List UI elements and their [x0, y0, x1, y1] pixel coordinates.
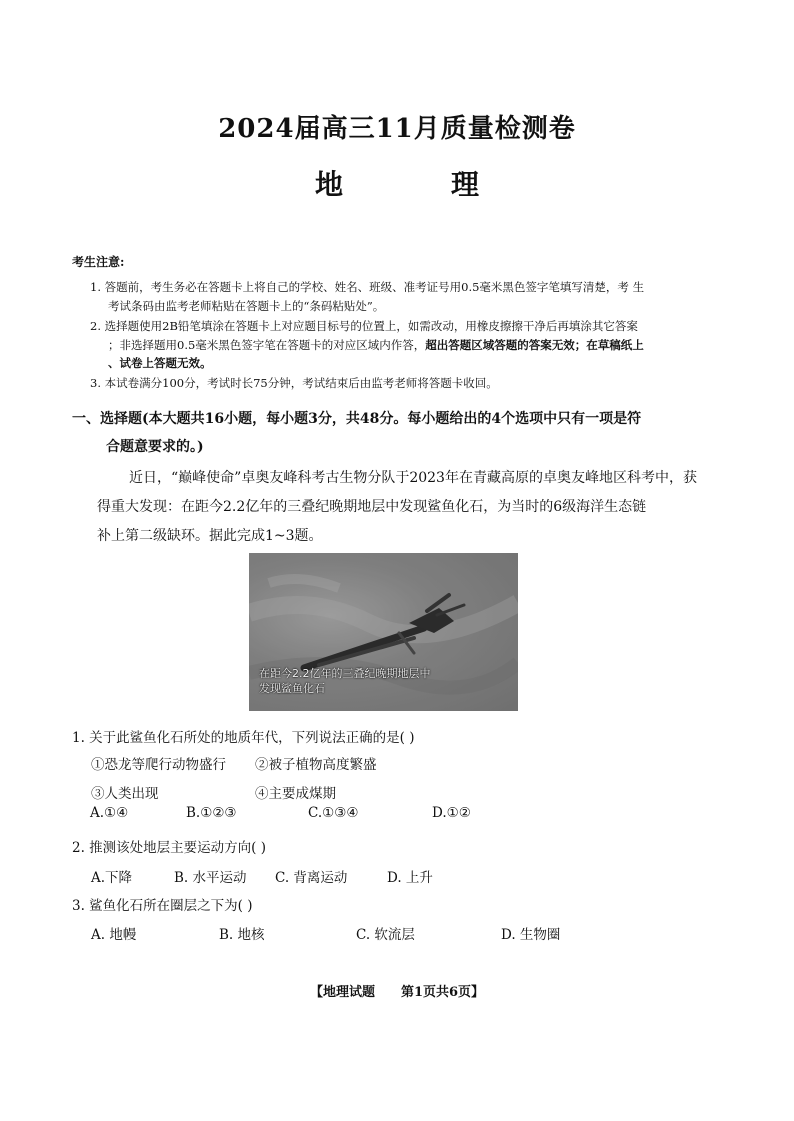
- notice-item-1: 1. 答题前，考生务必在答题卡上将自己的学校、姓名、班级、准考证号用0.5毫米黑色签字笔填写清楚，考 生: [90, 280, 645, 294]
- notice-item-3: 3. 本试卷满分100分，考试时长75分钟，考试结束后由监考老师将答题卡收回。: [90, 376, 498, 390]
- notice-item-2-end: 、试卷上答题无效。: [108, 356, 212, 370]
- notice-item-2-emphasis: 超出答题区域答题的答案无效；在草稿纸上: [425, 338, 644, 352]
- notice-item-2-text: ；非选择题用0.5毫米黑色签字笔在答题卡的对应区域内作答，: [108, 338, 426, 352]
- question-2-option-d: D. 上升: [387, 870, 433, 886]
- section-heading: 一、选择题(本大题共16小题，每小题3分，共48分。每小题给出的4个选项中只有一项是符: [72, 411, 642, 427]
- passage-line-2: 得重大发现：在距今2.2亿年的三叠纪晚期地层中发现鲨鱼化石，为当时的6级海洋生态链: [97, 499, 647, 515]
- notice-item-2-cont: [108, 337, 644, 353]
- question-2-option-a: A.下降: [91, 870, 133, 886]
- section-heading-cont: 合题意要求的。): [106, 439, 204, 455]
- photo-caption-1: 在距今2.2亿年的三叠纪晚期地层中: [259, 667, 431, 680]
- question-3-option-c: C. 软流层: [356, 927, 415, 943]
- notice-heading: 考生注意:: [72, 255, 125, 269]
- question-1-statement-4: ④主要成煤期: [255, 786, 336, 802]
- question-2-option-c: C. 背离运动: [275, 870, 348, 886]
- question-1-statement-3: ③人类出现: [91, 786, 159, 802]
- question-3-option-a: A. 地幔: [91, 927, 137, 943]
- page-footer: 【地理试题 第1页共6页】: [309, 985, 485, 1000]
- notice-item-2: 2. 选择题使用2B铅笔填涂在答题卡上对应题目标号的位置上，如需改动，用橡皮擦擦干净后再填涂其它答案: [90, 319, 638, 333]
- question-1-statement-1: ①恐龙等爬行动物盛行: [91, 757, 226, 773]
- page-title: 2024届高三11月质量检测卷: [218, 114, 576, 144]
- passage-line-1: 近日，“巅峰使命”卓奥友峰科考古生物分队于2023年在青藏高原的卓奥友峰地区科考中，获: [129, 470, 697, 486]
- question-3-option-b: B. 地核: [219, 927, 265, 943]
- passage-line-3: 补上第二级缺环。据此完成1~3题。: [97, 528, 323, 544]
- question-1-option-c: C.①③④: [308, 805, 359, 821]
- question-1-stem: 1. 关于此鲨鱼化石所处的地质年代，下列说法正确的是( ): [72, 730, 415, 746]
- question-1-option-d: D.①②: [432, 805, 471, 821]
- photo-caption-2: 发现鲨鱼化石: [259, 682, 325, 695]
- question-1-option-a: A.①④: [90, 805, 129, 821]
- notice-item-1-cont: 考试条码由监考老师粘贴在答题卡上的“条码粘贴处”。: [108, 299, 385, 313]
- question-1-option-b: B.①②③: [186, 805, 237, 821]
- question-2-stem: 2. 推测该处地层主要运动方向( ): [72, 840, 266, 856]
- question-1-statement-2: ②被子植物高度繁盛: [255, 757, 377, 773]
- question-3-option-d: D. 生物圈: [501, 927, 561, 943]
- fossil-photo: [249, 553, 518, 711]
- question-2-option-b: B. 水平运动: [174, 870, 247, 886]
- subject-title: 地 理: [314, 168, 519, 201]
- question-3-stem: 3. 鲨鱼化石所在圈层之下为( ): [72, 898, 253, 914]
